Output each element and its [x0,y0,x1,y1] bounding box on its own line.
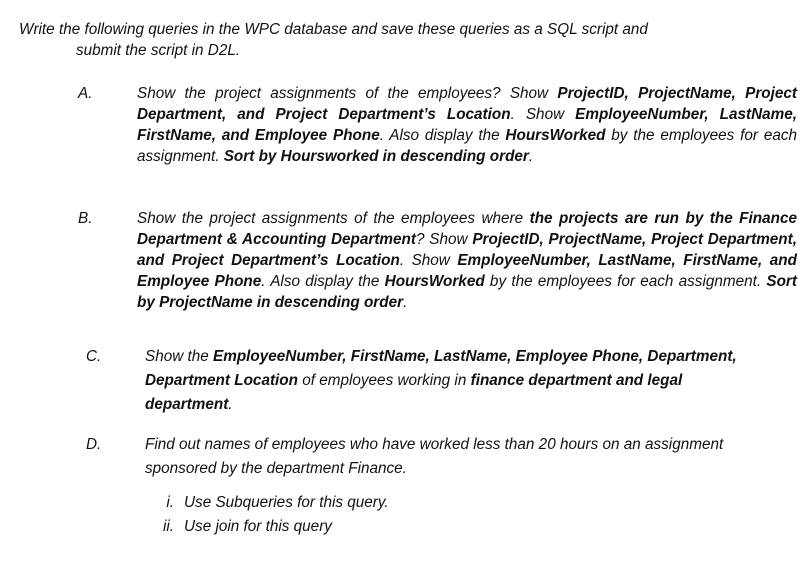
question-b-bold: Sort by ProjectName in descending order [137,273,797,311]
question-a-part: . Also display the [379,127,506,144]
list-item-number: i. [166,494,174,511]
intro-paragraph [19,19,797,61]
question-a-bold: EmployeeNumber, LastName, FirstName, and Employee Phone [137,106,797,144]
question-c-bold: EmployeeNumber, FirstName, LastName, Employee Phone, Department, Department Location [145,348,737,389]
question-a-letter: A. [78,85,93,102]
question-a-text [137,83,797,167]
intro-line-2: submit the script in D2L. [76,42,241,59]
question-c-letter: C. [86,348,102,365]
question-b-part: . Show [399,252,458,269]
question-b-bold: ProjectID, ProjectName, Project Department, and Project Department’s Location [137,231,797,269]
question-b-part: . Also display the [261,273,385,290]
question-a-bold: HoursWorked [505,127,606,144]
question-d-letter: D. [86,436,102,453]
list-item-text: Use join for this query [184,518,332,535]
question-b-part: by the employees for each assignment. [484,273,767,290]
question-b-letter: B. [78,210,93,227]
question-b-part: Show the project assignments of the employees where [137,210,530,227]
question-a-bold: ProjectID, ProjectName, Project Department, and Project Department’s Location [137,85,797,123]
list-item-text: Use Subqueries for this query. [184,494,389,511]
question-a-part: . Show [510,106,576,123]
question-a-part: by the employees for each assignment. [137,127,798,165]
question-c-bold: finance department and legal department [145,372,683,413]
question-d-text: Find out names of employees who have worked less than 20 hours on an assignment sponsored by the department Finance. [145,436,724,477]
question-a-part: Show the project assignments of the employees? Show [137,85,558,102]
question-c-part: of employees working in [297,372,471,389]
question-a-bold: Sort by Hoursworked in descending order [223,148,529,165]
question-b-part: . [403,294,408,311]
question-b-part: ? Show [415,231,473,248]
intro-line-1: Write the following queries in the WPC database and save these queries as a SQL script and [19,21,648,38]
question-c-text [145,345,745,417]
question-b-bold: the projects are run by the Finance Department & Accounting Department [137,210,797,248]
question-a-part: . [528,148,534,165]
question-c-part: . [228,396,233,413]
question-b-text [137,208,797,313]
question-c-part: Show the [145,348,214,365]
question-b-bold: EmployeeNumber, LastName, FirstName, and Employee Phone [137,252,797,290]
question-b-bold: HoursWorked [384,273,485,290]
list-item-number: ii. [162,518,174,535]
